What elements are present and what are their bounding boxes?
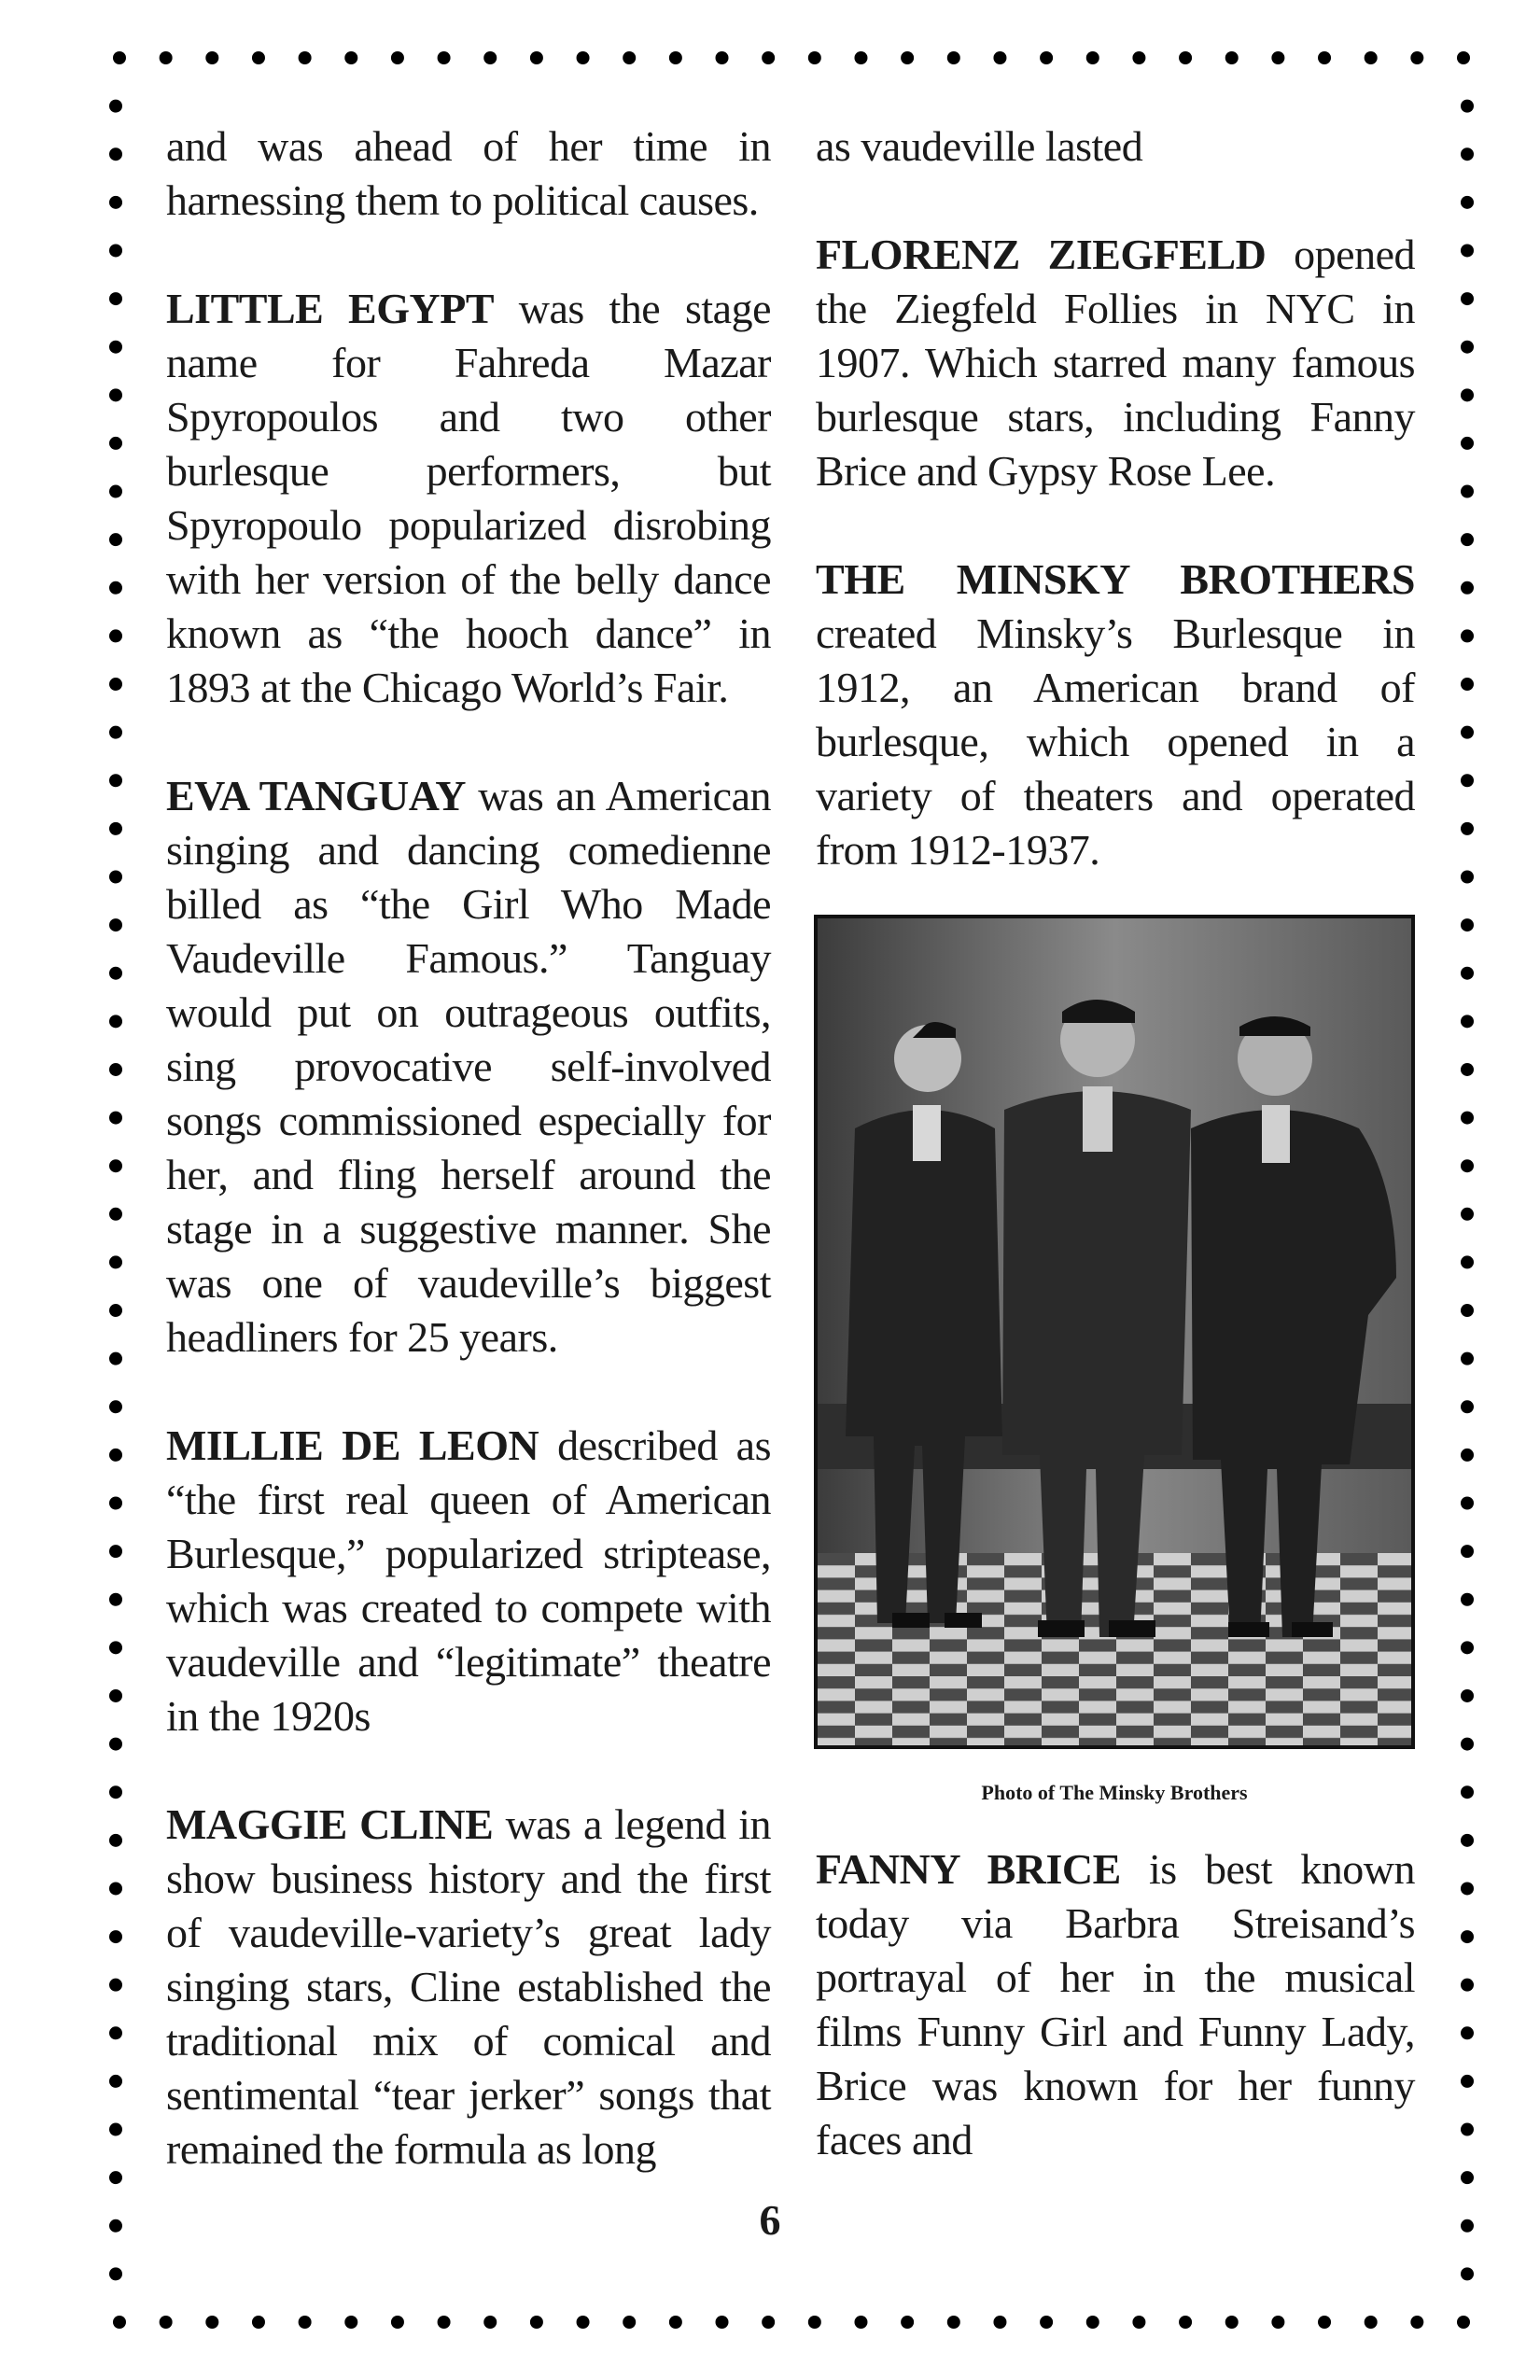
- border-dot: [391, 51, 404, 64]
- border-dot: [1461, 292, 1474, 305]
- border-dot: [1461, 1015, 1474, 1028]
- border-dot: [109, 1545, 122, 1558]
- border-dot: [1461, 1352, 1474, 1365]
- right-column-continued: [816, 1842, 1415, 2167]
- border-dot: [109, 1930, 122, 1943]
- border-dot: [1461, 533, 1474, 546]
- border-dot: [109, 1449, 122, 1462]
- border-dot: [577, 2316, 590, 2329]
- paragraph-text: is best known today via Barbra Streisand’s portrayal of her in the musical films Funny Girl and Funny Lady, Brice was known for her funny faces and: [816, 1845, 1415, 2163]
- border-dot: [109, 1255, 122, 1268]
- border-dot: [109, 341, 122, 354]
- paragraph-text: was the stage name for Fahreda Mazar Spyropoulos and two other burlesque performers, but Spyropoulo popularized disrobing with her version of the belly dance known as “the hooch dance” in 1893 at the Chicago World’s Fair.: [166, 285, 771, 711]
- border-dot: [1132, 2316, 1145, 2329]
- border-dot: [109, 388, 122, 401]
- border-dot: [947, 51, 960, 64]
- border-dot: [1461, 822, 1474, 835]
- border-dot: [438, 2316, 451, 2329]
- border-dot: [901, 2316, 914, 2329]
- border-dot: [109, 1352, 122, 1365]
- border-dot: [109, 1400, 122, 1413]
- border-dot: [762, 51, 775, 64]
- border-dot: [1461, 1738, 1474, 1751]
- border-dot: [205, 2316, 218, 2329]
- paragraph-maggie-cline: [166, 1798, 771, 2177]
- border-dot: [1461, 1063, 1474, 1076]
- border-dot: [1461, 437, 1474, 450]
- border-dot: [1365, 51, 1378, 64]
- border-dot: [109, 2123, 122, 2136]
- border-dot: [854, 51, 867, 64]
- left-column: [166, 119, 771, 2177]
- border-dot: [109, 822, 122, 835]
- border-dot: [1461, 1208, 1474, 1221]
- border-dot: [109, 967, 122, 980]
- border-dot: [109, 1593, 122, 1606]
- paragraph-little-egypt: [166, 282, 771, 715]
- border-dot: [1461, 388, 1474, 401]
- border-dot: [1461, 485, 1474, 498]
- performer-name: LITTLE EGYPT: [166, 285, 495, 332]
- border-dot: [1318, 51, 1331, 64]
- border-dot: [716, 2316, 729, 2329]
- border-dot: [716, 51, 729, 64]
- border-dot: [109, 485, 122, 498]
- border-dot: [1461, 1689, 1474, 1702]
- border-dot: [109, 1834, 122, 1847]
- border-dot: [109, 533, 122, 546]
- border-dot: [391, 2316, 404, 2329]
- border-dot: [1461, 1979, 1474, 1992]
- border-dot: [109, 1112, 122, 1125]
- border-dot: [160, 51, 173, 64]
- minsky-brothers-photo: [814, 915, 1415, 1749]
- border-dot: [808, 2316, 821, 2329]
- paragraph-millie-de-leon: [166, 1419, 771, 1743]
- border-dot: [1461, 2123, 1474, 2136]
- border-dot: [1179, 51, 1192, 64]
- border-dot: [1461, 1159, 1474, 1172]
- border-dot: [854, 2316, 867, 2329]
- border-dot: [109, 870, 122, 883]
- border-dot: [1461, 1930, 1474, 1943]
- border-dot: [1461, 1400, 1474, 1413]
- border-dot: [530, 51, 543, 64]
- border-dot: [1457, 2316, 1470, 2329]
- border-dot: [947, 2316, 960, 2329]
- border-dot: [1461, 1834, 1474, 1847]
- border-dot: [993, 51, 1006, 64]
- paragraph-text: as vaudeville lasted: [816, 122, 1143, 170]
- border-dot: [1086, 51, 1099, 64]
- border-dot: [1086, 2316, 1099, 2329]
- performer-name: THE MINSKY BROTHERS: [816, 555, 1415, 603]
- border-dot: [1410, 2316, 1423, 2329]
- border-dot: [344, 51, 357, 64]
- border-dot: [1461, 1112, 1474, 1125]
- border-dot: [669, 51, 682, 64]
- border-dot: [577, 51, 590, 64]
- border-dot: [109, 244, 122, 257]
- photo-illustration: [818, 918, 1411, 1745]
- border-dot: [808, 51, 821, 64]
- border-dot: [1461, 244, 1474, 257]
- paragraph-florenz-ziegfeld: [816, 228, 1415, 498]
- border-dot: [1461, 1255, 1474, 1268]
- border-dot: [438, 51, 451, 64]
- paragraph-text: opened the Ziegfeld Follies in NYC in 1907. Which starred many famous burlesque stars, including Fanny Brice and Gypsy Rose Lee.: [816, 231, 1415, 495]
- paragraph-continuation: [166, 119, 771, 228]
- border-dot: [623, 2316, 636, 2329]
- border-dot: [109, 678, 122, 691]
- border-dot: [1410, 51, 1423, 64]
- border-dot: [1457, 51, 1470, 64]
- border-dot: [669, 2316, 682, 2329]
- border-dot: [901, 51, 914, 64]
- border-dot: [1271, 2316, 1284, 2329]
- border-dot: [109, 1159, 122, 1172]
- border-dot: [1461, 2267, 1474, 2280]
- border-dot: [109, 2267, 122, 2280]
- border-dot: [1132, 51, 1145, 64]
- border-dot: [1461, 1882, 1474, 1895]
- border-dot: [1461, 774, 1474, 787]
- border-dot: [483, 2316, 497, 2329]
- border-dot: [205, 51, 218, 64]
- border-dot: [109, 2171, 122, 2184]
- paragraph-eva-tanguay: [166, 769, 771, 1365]
- border-dot: [109, 100, 122, 113]
- border-dot: [993, 2316, 1006, 2329]
- photo-caption: Photo of The Minsky Brothers: [981, 1781, 1248, 1804]
- border-dot: [1461, 1785, 1474, 1799]
- border-dot: [109, 1882, 122, 1895]
- border-dot: [1225, 51, 1239, 64]
- border-dot: [1040, 51, 1053, 64]
- paragraph-text: was a legend in show business history and the first of vaudeville-variety’s great lady singing stars, Cline established the traditional mix of comical and sentimental “tear jerker” songs that remained the formula as long: [166, 1800, 772, 2173]
- border-dot: [762, 2316, 775, 2329]
- border-dot: [1271, 51, 1284, 64]
- border-dot: [623, 51, 636, 64]
- border-dot: [1461, 1593, 1474, 1606]
- border-dot: [109, 1497, 122, 1510]
- border-dot: [1365, 2316, 1378, 2329]
- border-dot: [1461, 1545, 1474, 1558]
- border-dot: [109, 726, 122, 739]
- performer-name: FANNY BRICE: [816, 1845, 1121, 1893]
- border-dot: [1040, 2316, 1053, 2329]
- paragraph-minsky-brothers: [816, 553, 1415, 877]
- border-dot: [109, 437, 122, 450]
- border-dot: [1461, 100, 1474, 113]
- border-dot: [1461, 967, 1474, 980]
- paragraph-text: and was ahead of her time in harnessing them to political causes.: [166, 122, 771, 224]
- paragraph-text: described as “the first real queen of American Burlesque,” popularized striptease, which was created to compete with vaudeville and “legitimate” theatre in the 1920s: [166, 1421, 771, 1740]
- border-dot: [1179, 2316, 1192, 2329]
- performer-name: FLORENZ ZIEGFELD: [816, 231, 1267, 278]
- border-dot: [160, 2316, 173, 2329]
- border-dot: [1461, 2171, 1474, 2184]
- border-dot: [109, 1015, 122, 1028]
- border-dot: [113, 2316, 126, 2329]
- border-dot: [1461, 2026, 1474, 2039]
- border-dot: [109, 1785, 122, 1799]
- border-dot: [530, 2316, 543, 2329]
- border-dot: [1461, 1497, 1474, 1510]
- border-dot: [1461, 870, 1474, 883]
- border-dot: [109, 1738, 122, 1751]
- border-dot: [109, 147, 122, 161]
- border-dot: [1461, 147, 1474, 161]
- border-dot: [109, 774, 122, 787]
- border-dot: [1461, 2075, 1474, 2088]
- border-dot: [109, 1063, 122, 1076]
- border-dot: [252, 51, 265, 64]
- border-dot: [1461, 1304, 1474, 1317]
- paragraph-text: was an American singing and dancing comedienne billed as “the Girl Who Made Vaudeville Famous.” Tanguay would put on outrageous outfits, sing provocative self-involved songs commissioned especially for her, and fling herself around the stage in a suggestive manner. She was one of vaudeville’s biggest headliners for 25 years.: [166, 772, 771, 1361]
- border-dot: [252, 2316, 265, 2329]
- border-dot: [1461, 196, 1474, 209]
- border-dot: [1461, 581, 1474, 595]
- border-dot: [109, 292, 122, 305]
- border-dot: [109, 196, 122, 209]
- border-dot: [109, 1689, 122, 1702]
- border-dot: [109, 629, 122, 642]
- border-dot: [1461, 341, 1474, 354]
- border-dot: [113, 51, 126, 64]
- border-dot: [344, 2316, 357, 2329]
- border-dot: [109, 1208, 122, 1221]
- border-dot: [1461, 678, 1474, 691]
- performer-name: MILLIE DE LEON: [166, 1421, 539, 1469]
- page-number: 6: [759, 2196, 781, 2244]
- border-dot: [1461, 629, 1474, 642]
- border-dot: [109, 1304, 122, 1317]
- border-dot: [483, 51, 497, 64]
- paragraph-text: created Minsky’s Burlesque in 1912, an American brand of burlesque, which opened in a variety of theaters and operated from 1912-1937.: [816, 609, 1415, 874]
- border-dot: [1225, 2316, 1239, 2329]
- border-dot: [1461, 1641, 1474, 1654]
- border-dot: [299, 51, 312, 64]
- border-dot: [1461, 918, 1474, 931]
- right-column: [816, 119, 1415, 877]
- border-dot: [299, 2316, 312, 2329]
- border-dot: [109, 1979, 122, 1992]
- border-dot: [109, 918, 122, 931]
- border-dot: [109, 581, 122, 595]
- border-dot: [1461, 1449, 1474, 1462]
- border-dot: [109, 2026, 122, 2039]
- paragraph-continuation: [816, 119, 1415, 174]
- performer-name: MAGGIE CLINE: [166, 1800, 494, 1848]
- border-dot: [109, 2075, 122, 2088]
- border-dot: [1318, 2316, 1331, 2329]
- border-dot: [1461, 726, 1474, 739]
- border-dot: [109, 1641, 122, 1654]
- performer-name: EVA TANGUAY: [166, 772, 466, 819]
- paragraph-fanny-brice: [816, 1842, 1415, 2167]
